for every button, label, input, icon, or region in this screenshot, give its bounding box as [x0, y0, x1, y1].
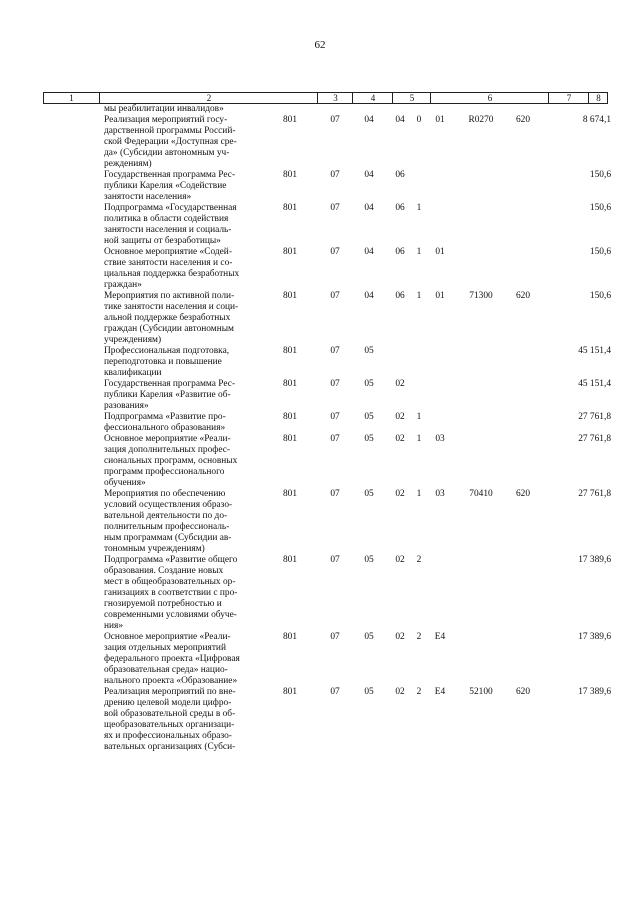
cell-c6a: 06	[395, 203, 405, 213]
cell-c5: 04	[364, 203, 374, 213]
row-description: Основное мероприятие «Содей- ствие занятости населения и со- циальная поддержка безработных граждан»	[104, 247, 240, 290]
cell-c3: 801	[282, 489, 298, 499]
cell-c6b: 1	[416, 412, 422, 422]
cell-c6b: 1	[416, 247, 422, 257]
cell-c8: 17 389,6	[578, 687, 611, 697]
cell-c3: 801	[282, 203, 298, 213]
cell-c3: 801	[282, 346, 298, 356]
header-col-3: 3	[317, 93, 353, 103]
cell-c6b: 1	[416, 489, 422, 499]
cell-c6c: 01	[435, 247, 445, 257]
cell-c6b: 2	[416, 555, 422, 565]
cell-c5: 04	[364, 170, 374, 180]
cell-c6a: 02	[395, 379, 405, 389]
table-row	[0, 291, 640, 346]
cell-c8: 150,6	[589, 170, 611, 180]
cell-c5: 05	[364, 412, 374, 422]
page-number: 62	[314, 39, 326, 51]
cell-c6b: 1	[416, 203, 422, 213]
cell-c3: 801	[282, 291, 298, 301]
cell-c4: 07	[330, 412, 340, 422]
cell-c3: 801	[282, 412, 298, 422]
cell-c4: 07	[330, 115, 340, 125]
cell-c6a: 02	[395, 412, 405, 422]
cell-c6a: 04	[395, 115, 405, 125]
cell-c6c: E4	[434, 687, 446, 697]
cell-c8: 150,6	[589, 291, 611, 301]
cell-c4: 07	[330, 489, 340, 499]
row-description: мы реабилитации инвалидов»	[104, 104, 224, 114]
row-description: Основное мероприятие «Реали- зация отдельных мероприятий федерального проекта «Цифровая образовательная среда» нацио- нального проекта «Образование»	[104, 632, 240, 686]
cell-c6b: 0	[416, 115, 422, 125]
table-row	[0, 412, 640, 434]
cell-c6d: 52100	[469, 687, 493, 697]
cell-c4: 07	[330, 291, 340, 301]
table-header	[43, 92, 608, 104]
cell-c8: 150,6	[589, 203, 611, 213]
cell-c7: 620	[515, 489, 531, 499]
cell-c8: 17 389,6	[578, 555, 611, 565]
cell-c3: 801	[282, 632, 298, 642]
cell-c3: 801	[282, 555, 298, 565]
cell-c3: 801	[282, 687, 298, 697]
header-col-4: 4	[352, 93, 393, 103]
cell-c4: 07	[330, 555, 340, 565]
row-description: Реализация мероприятий госу- дарственной программы Россий- ской Федерации «Доступная сре- да» (Субсидии автономным уч- реждениям)	[104, 115, 237, 169]
cell-c6c: 01	[435, 291, 445, 301]
cell-c4: 07	[330, 247, 340, 257]
cell-c6a: 02	[395, 434, 405, 444]
header-col-5: 5	[392, 93, 431, 103]
cell-c5: 05	[364, 632, 374, 642]
row-description: Подпрограмма «Государственная политика в области содействия занятости населения и социаль- ной защиты от безработицы»	[104, 203, 237, 246]
cell-c8: 27 761,8	[578, 412, 611, 422]
table-row	[0, 489, 640, 555]
row-description: Подпрограмма «Развитие общего образования. Создание новых мест в общеобразовательных ор- ганизациях в соответствии с про- гнозируемой потребностью и современными условиями обуче- ния»	[104, 555, 238, 631]
cell-c6d: R0270	[468, 115, 494, 125]
cell-c4: 07	[330, 346, 340, 356]
cell-c5: 04	[364, 115, 374, 125]
cell-c3: 801	[282, 115, 298, 125]
cell-c5: 05	[364, 346, 374, 356]
cell-c7: 620	[515, 687, 531, 697]
cell-c4: 07	[330, 170, 340, 180]
cell-c8: 45 151,4	[578, 346, 611, 356]
header-col-8: 8	[588, 93, 608, 103]
row-description: Подпрограмма «Развитие про- фессионального образования»	[104, 412, 226, 433]
table-row	[0, 115, 640, 170]
cell-c6b: 2	[416, 632, 422, 642]
cell-c8: 45 151,4	[578, 379, 611, 389]
header-col-1: 1	[69, 93, 74, 103]
cell-c6a: 02	[395, 632, 405, 642]
cell-c5: 05	[364, 489, 374, 499]
cell-c8: 150,6	[589, 247, 611, 257]
cell-c5: 04	[364, 291, 374, 301]
cell-c3: 801	[282, 170, 298, 180]
table-row	[0, 170, 640, 203]
cell-c6c: 03	[435, 489, 445, 499]
cell-c4: 07	[330, 203, 340, 213]
cell-c5: 05	[364, 434, 374, 444]
row-description: Государственная программа Рес- публики Карелия «Развитие об- разования»	[104, 379, 236, 411]
cell-c8: 17 389,6	[578, 632, 611, 642]
table-row	[0, 346, 640, 379]
table-row	[0, 247, 640, 291]
row-description: Мероприятия по обеспечению условий осуществления образо- вательной деятельности по до- полнительным профессиональ- ным программам (Субсидии ав- тономным учреждениям)	[104, 489, 233, 554]
row-description: Профессиональная подготовка, переподготовка и повышение квалификации	[104, 346, 230, 378]
cell-c4: 07	[330, 632, 340, 642]
cell-c6d: 71300	[469, 291, 493, 301]
cell-c6c: 03	[435, 434, 445, 444]
table-row	[0, 104, 640, 115]
cell-c4: 07	[330, 687, 340, 697]
cell-c8: 27 761,8	[578, 489, 611, 499]
cell-c8: 8 674,1	[582, 115, 611, 125]
cell-c6a: 02	[395, 489, 405, 499]
header-col-6: 6	[430, 93, 549, 103]
row-description: Основное мероприятие «Реали- зация дополнительных профес- сиональных программ, основных программ профессионального обучения»	[104, 434, 238, 488]
cell-c4: 07	[330, 434, 340, 444]
row-description: Реализация мероприятий по вне- дрению целевой модели цифро- вой образовательной среды в об- щеобразовательных организаци- ях и профессиональных образо- вательных организациях (Субси-	[104, 687, 236, 752]
cell-c4: 07	[330, 379, 340, 389]
cell-c6a: 06	[395, 170, 405, 180]
cell-c6a: 06	[395, 247, 405, 257]
cell-c6b: 2	[416, 687, 422, 697]
row-description: Мероприятия по активной поли- тике занятости населения и соци- альной поддержке безработных граждан (Субсидии автономным учреждениям)	[104, 291, 239, 345]
cell-c6c: 01	[435, 115, 445, 125]
cell-c6b: 1	[416, 291, 422, 301]
cell-c6d: 70410	[469, 489, 493, 499]
cell-c6a: 02	[395, 555, 405, 565]
cell-c5: 05	[364, 687, 374, 697]
table-row	[0, 632, 640, 687]
row-description: Государственная программа Рес- публики Карелия «Содействие занятости населения»	[104, 170, 236, 202]
cell-c8: 27 761,8	[578, 434, 611, 444]
cell-c5: 05	[364, 555, 374, 565]
cell-c7: 620	[515, 291, 531, 301]
cell-c6b: 1	[416, 434, 422, 444]
cell-c6c: E4	[434, 632, 446, 642]
cell-c3: 801	[282, 434, 298, 444]
cell-c5: 05	[364, 379, 374, 389]
table-row	[0, 555, 640, 632]
table-body	[0, 104, 640, 753]
table-row	[0, 434, 640, 489]
table-row	[0, 379, 640, 412]
header-col-2: 2	[99, 93, 318, 103]
cell-c3: 801	[282, 379, 298, 389]
cell-c5: 04	[364, 247, 374, 257]
cell-c7: 620	[515, 115, 531, 125]
header-col-7: 7	[548, 93, 589, 103]
cell-c3: 801	[282, 247, 298, 257]
table-row	[0, 203, 640, 247]
cell-c6a: 02	[395, 687, 405, 697]
table-row	[0, 687, 640, 753]
cell-c6a: 06	[395, 291, 405, 301]
